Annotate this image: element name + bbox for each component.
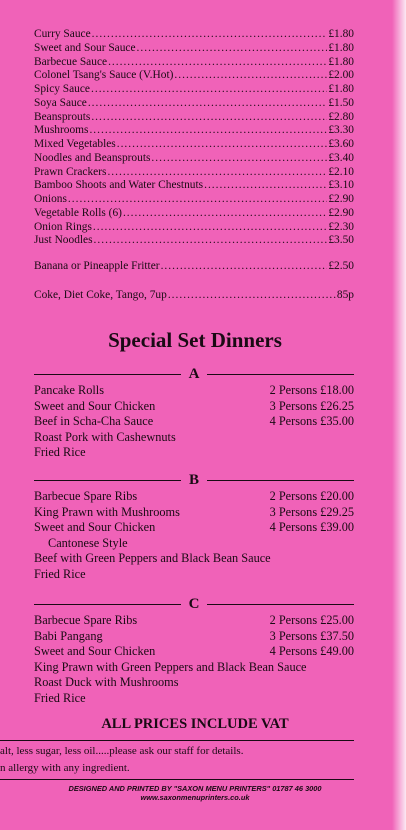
list-item: Curry Sauce ..... £1.80 [34,28,354,42]
dot-leader [92,28,328,42]
dot-leader [91,111,327,125]
table-row: Fried Rice [34,445,86,459]
printer-website: www.saxonmenuprinters.co.uk [140,793,250,802]
dot-leader [68,193,327,207]
table-row: Barbecue Spare Ribs 2 Persons £20.00 [34,489,354,503]
dot-leader [168,289,336,303]
dot-leader [161,260,328,274]
dot-leader [108,56,327,70]
dot-leader [94,234,328,248]
dot-leader [117,138,328,152]
allergy-note: n allergy with any ingredient. [0,762,130,774]
list-item: Barbecue Sauce ..... £1.80 [34,56,354,70]
table-row: Fried Rice [34,690,86,705]
list-item: Vegetable Rolls (6) ..... £2.90 [34,207,354,221]
list-item: Beansprouts ..... £2.80 [34,111,354,125]
dot-leader [137,42,328,56]
sides-list [34,28,354,303]
dot-leader [93,221,327,235]
dot-leader [174,69,327,83]
table-row: Beef with Green Peppers and Black Bean Sauce [34,551,271,565]
set-a-menu [34,383,354,461]
table-row: Sweet and Sour Chicken 4 Persons £39.00 [34,520,354,534]
dot-leader [89,124,327,138]
table-row: King Prawn with Green Peppers and Black Bean Sauce [34,659,307,674]
list-item: Onions ..... £2.90 [34,193,354,207]
table-row: Babi Pangang 3 Persons £37.50 [34,628,354,643]
list-item: Mushrooms ..... £3.30 [34,124,354,138]
set-divider-a [34,367,354,381]
table-row: Roast Duck with Mushrooms [34,675,179,689]
table-row: Pancake Rolls 2 Persons £18.00 [34,383,354,397]
drinks-item: Coke, Diet Coke, Tango, 7up ..... 85p [34,289,354,303]
table-row: Beef in Scha-Cha Sauce 4 Persons £35.00 [34,414,354,428]
set-divider-b [34,473,354,487]
table-row: King Prawn with Mushrooms 3 Persons £29.25 [34,504,354,519]
table-row: Roast Pork with Cashewnuts [34,429,176,444]
list-item: Just Noodles ..... £3.50 [34,234,354,248]
paper-edge [392,0,406,830]
dot-leader [107,166,327,180]
set-b-menu [34,489,354,582]
list-item: Colonel Tsang's Sauce (V.Hot) ..... £2.00 [34,69,354,83]
dot-leader [204,179,327,193]
table-row: Sweet and Sour Chicken 4 Persons £49.00 [34,644,354,658]
fritter-item: Banana or Pineapple Fritter ..... £2.50 [34,260,354,274]
table-row: Cantonese Style [48,535,128,550]
divider-line [0,740,354,741]
vat-notice: ALL PRICES INCLUDE VAT [101,716,289,732]
divider-line [0,779,354,780]
set-letter: C [188,595,200,612]
list-item: Sweet and Sour Sauce ..... £1.80 [34,42,354,56]
table-row: Sweet and Sour Chicken 3 Persons £26.25 [34,398,354,413]
printer-credit [0,784,390,802]
dot-leader [151,152,327,166]
dot-leader [88,97,328,111]
set-letter: B [189,471,200,488]
list-item: Spicy Sauce ..... £1.80 [34,83,354,97]
list-item: Onion Rings ..... £2.30 [34,221,354,235]
table-row: Barbecue Spare Ribs 2 Persons £25.00 [34,613,354,627]
list-item: Prawn Crackers ..... £2.10 [34,166,354,180]
list-item: Mixed Vegetables ..... £3.60 [34,138,354,152]
set-c-menu [34,613,354,706]
printer-line: DESIGNED AND PRINTED BY "SAXON MENU PRINTERS" 01787 46 3000 [68,784,322,793]
set-divider-c [34,597,354,611]
info-note: alt, less sugar, less oil.....please ask our staff for details. [0,745,244,757]
dot-leader [123,207,327,221]
page-title: Special Set Dinners [108,328,282,352]
set-letter: A [188,365,200,382]
list-item: Bamboo Shoots and Water Chestnuts ..... £3.10 [34,179,354,193]
list-item: Soya Sauce ..... £1.50 [34,97,354,111]
dot-leader [91,83,327,97]
table-row: Fried Rice [34,566,86,581]
list-item: Noodles and Beansprouts ..... £3.40 [34,152,354,166]
